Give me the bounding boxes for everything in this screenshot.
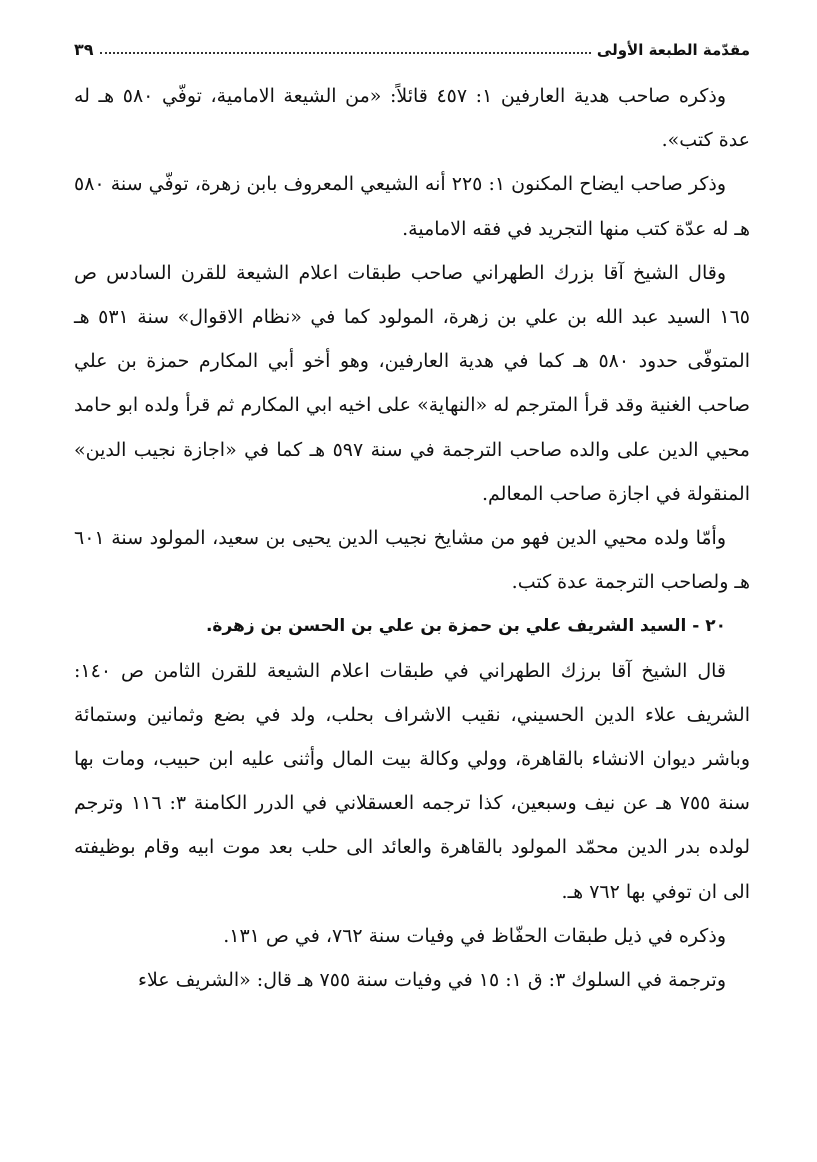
chapter-title: مقدّمة الطبعة الأولى xyxy=(596,41,750,59)
page-number: ٣٩ xyxy=(74,40,94,59)
header-dot-leader xyxy=(100,51,591,54)
paragraph-tabaqat-sixth-century: وقال الشيخ آقا بزرك الطهراني صاحب طبقات اعلام الشيعة للقرن السادس ص ١٦٥ السيد عبد الله بن علي بن زهرة، المولود كما في «نظام الاقوال» سنة ٥٣١ هـ المتوفّى حدود ٥٨٠ هـ كما في هدية العارفين، وهو أخو أبي المكارم حمزة بن علي صاحب الغنية وقد قرأ المترجم له «النهاية» على اخيه ابي المكارم ثم قرأ ولده ابو حامد محيي الدين على والده صاحب الترجمة في سنة ٥٩٧ هـ كما في «اجازة نجيب الدين» المنقولة في اجازة صاحب المعالم. xyxy=(74,261,750,505)
section-heading-20: ٢٠ - السيد الشريف علي بن حمزة بن علي بن الحسن بن زهرة. xyxy=(205,616,726,637)
paragraph-muhyi-al-din: وأمّا ولده محيي الدين فهو من مشايخ نجيب الدين يحيى بن سعيد، المولود سنة ٦٠١ هـ ولصاحب الترجمة عدة كتب. xyxy=(74,527,750,594)
paragraph-tabaqat-eighth-century: قال الشيخ آقا برزك الطهراني في طبقات اعلام الشيعة للقرن الثامن ص ١٤٠: الشريف علاء الدين الحسيني، نقيب الاشراف بحلب، ولد في بضع وثمانين وستمائة وباشر ديوان الانشاء بالقاهرة، وولي وكالة بيت المال وأثنى عليه ابن حبيب، ومات بها سنة ٧٥٥ هـ عن نيف وسبعين، كذا ترجمه العسقلاني في الدرر الكامنة ٣: ١١٦ وترجم لولده بدر الدين محمّد المولود بالقاهرة والعائد الى حلب بعد موت ابيه وقام بوظيفته الى ان توفي بها ٧٦٢ هـ. xyxy=(74,659,750,903)
paragraph-al-suluk: وترجمة في السلوك ٣: ق ١: ١٥ في وفيات سنة ٧٥٥ هـ قال: «الشريف علاء xyxy=(138,969,726,992)
running-header xyxy=(74,30,750,60)
body-text xyxy=(74,74,750,1002)
paragraph-idah-al-maknun: وذكر صاحب ايضاح المكنون ١: ٢٢٥ أنه الشيعي المعروف بابن زهرة، توفّي سنة ٥٨٠ هـ له عدّة كتب منها التجريد في فقه الامامية. xyxy=(74,173,750,240)
paragraph-dhayl-tabaqat: وذكره في ذيل طبقات الحفّاظ في وفيات سنة ٧٦٢، في ص ١٣١. xyxy=(223,924,726,947)
paragraph-hadiyat-al-arifin: وذكره صاحب هدية العارفين ١: ٤٥٧ قائلاً: «من الشيعة الامامية، توفّي ٥٨٠ هـ له عدة كتب». xyxy=(74,85,750,152)
